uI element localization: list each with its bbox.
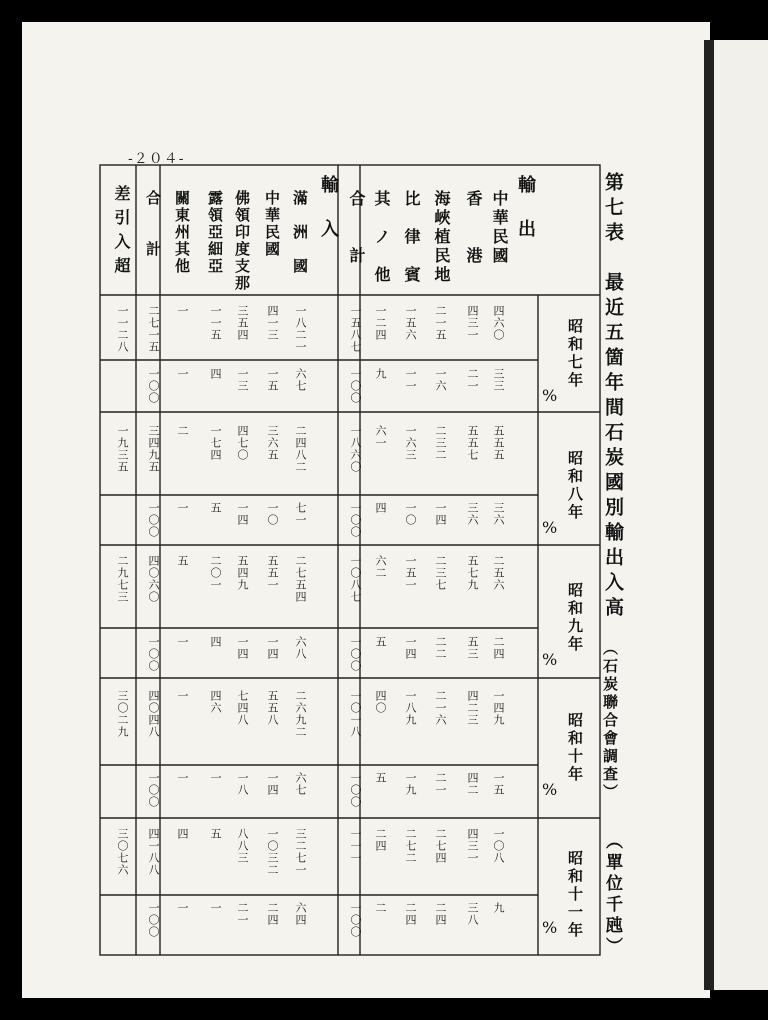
import-value: 四〇四八 [147, 690, 160, 738]
export-percent: 二一 [434, 772, 447, 796]
import-value: 七四八 [236, 690, 249, 726]
export-percent: 二四 [434, 902, 447, 926]
percent-header: % [542, 780, 558, 799]
import-value: 一 [176, 690, 189, 702]
import-value: 四一三 [266, 305, 279, 341]
percent-header: % [542, 650, 558, 669]
balance-value: 一九三五 [116, 425, 129, 473]
export-value: 二一六 [434, 690, 447, 726]
import-percent: 一 [176, 772, 189, 784]
export-percent: 一一 [404, 368, 417, 392]
page-number: -２０４- [128, 151, 185, 167]
export-percent: 一九 [404, 772, 417, 796]
export-value: 一八九 [404, 690, 417, 726]
import-percent: 一〇〇 [147, 772, 160, 808]
export-percent: 二 [374, 902, 387, 914]
balance-value: 三〇二九 [116, 690, 129, 738]
import-percent: 六七 [294, 772, 307, 796]
balance-value: 三〇七六 [116, 828, 129, 876]
year-header: 昭和八年 [566, 450, 584, 522]
export-value: 二三二 [434, 425, 447, 461]
export-percent: 一〇 [404, 502, 417, 526]
export-percent: 一四 [434, 502, 447, 526]
export-row-label: 海峽植民地 [432, 190, 451, 285]
export-value: 六一 [374, 425, 387, 449]
table-unit: （單位千瓲） [602, 832, 622, 958]
import-value: 一八二一 [294, 305, 307, 353]
export-percent: 一四 [404, 636, 417, 660]
import-value: 二七一五 [147, 305, 160, 353]
import-value: 四 [176, 828, 189, 840]
import-value: 三四九五 [147, 425, 160, 473]
import-percent: 四 [209, 368, 222, 380]
import-value: 二〇一 [209, 555, 222, 591]
import-value: 三二七一 [294, 828, 307, 876]
percent-header: % [542, 918, 558, 937]
import-percent: 一 [176, 902, 189, 914]
import-value: 三五四 [236, 305, 249, 341]
import-percent: 一三 [236, 368, 249, 392]
year-header: 昭和十年 [566, 712, 584, 784]
export-value: 四三一 [466, 305, 479, 341]
export-percent: 一〇〇 [349, 502, 362, 538]
import-percent: 六七 [294, 368, 307, 392]
export-percent: 九 [374, 368, 387, 380]
export-row-label: 比 律 賓 [402, 190, 421, 285]
table-title: 第七表 最近五箇年間石炭國別輸出入高 [602, 172, 624, 622]
import-value: 八八三 [236, 828, 249, 864]
year-header: 昭和七年 [566, 318, 584, 390]
export-percent: 一〇〇 [349, 772, 362, 808]
import-value: 五五一 [266, 555, 279, 591]
import-percent: 五 [209, 502, 222, 514]
export-value: 二七二 [404, 828, 417, 864]
import-value: 二 [176, 425, 189, 437]
import-percent: 一〇〇 [147, 368, 160, 404]
import-percent: 四 [209, 636, 222, 648]
export-value: 一二四 [374, 305, 387, 341]
year-header: 昭和十一年 [566, 850, 584, 940]
import-value: 二六九二 [294, 690, 307, 738]
export-percent: 二二 [434, 636, 447, 660]
export-value: 一一一 [349, 828, 362, 864]
table-subtitle: （石炭聯合會調査） [601, 640, 619, 802]
import-value: 一一五 [209, 305, 222, 341]
export-row-label: 其 ノ 他 [372, 190, 391, 285]
export-value: 二三七 [434, 555, 447, 591]
export-row-label: 合 計 [347, 190, 366, 266]
import-value: 二七五四 [294, 555, 307, 603]
export-percent: 二四 [404, 902, 417, 926]
export-percent: 一〇〇 [349, 368, 362, 404]
export-percent: 三六 [492, 502, 505, 526]
export-percent: 一〇〇 [349, 902, 362, 938]
import-percent: 一 [209, 902, 222, 914]
export-row-label: 香 港 [464, 190, 483, 266]
balance-row-label: 差引入超 [112, 185, 131, 281]
import-row-label: 合 計 [144, 190, 162, 258]
import-value: 三六五 [266, 425, 279, 461]
export-value: 二一五 [434, 305, 447, 341]
import-percent: 一 [209, 772, 222, 784]
export-percent: 三六 [466, 502, 479, 526]
import-value: 一〇三二 [266, 828, 279, 876]
export-value: 一四九 [492, 690, 505, 726]
export-percent: 四 [374, 502, 387, 514]
import-value: 五五八 [266, 690, 279, 726]
import-percent: 一 [176, 636, 189, 648]
export-value: 六二 [374, 555, 387, 579]
import-percent: 二一 [236, 902, 249, 926]
export-value: 四〇 [374, 690, 387, 714]
percent-header: % [542, 518, 558, 537]
import-value: 四〇六〇 [147, 555, 160, 603]
export-value: 四二三 [466, 690, 479, 726]
export-value: 五五五 [492, 425, 505, 461]
export-value: 一五一 [404, 555, 417, 591]
export-percent: 二一 [466, 368, 479, 392]
import-row-label: 關東州其他 [173, 190, 191, 275]
export-value: 一五八七 [349, 305, 362, 353]
export-value: 一八六〇 [349, 425, 362, 473]
export-value: 一〇八七 [349, 555, 362, 603]
export-value: 二七四 [434, 828, 447, 864]
year-header: 昭和九年 [566, 582, 584, 654]
import-value: 四七〇 [236, 425, 249, 461]
export-percent: 五 [374, 772, 387, 784]
import-value: 四一八八 [147, 828, 160, 876]
export-value: 一〇八 [492, 828, 505, 864]
import-value: 五 [209, 828, 222, 840]
import-percent: 一四 [266, 772, 279, 796]
export-value: 二四 [374, 828, 387, 852]
export-value: 五七九 [466, 555, 479, 591]
export-row-label: 中華民國 [490, 190, 509, 266]
import-row-label: 滿 洲 國 [291, 190, 309, 275]
percent-header: % [542, 386, 558, 405]
export-value: 一〇一八 [349, 690, 362, 738]
export-header: 輸 出 [515, 175, 536, 241]
import-percent: 六八 [294, 636, 307, 660]
import-percent: 一 [176, 502, 189, 514]
import-value: 二四八二 [294, 425, 307, 473]
export-percent: 二四 [492, 636, 505, 660]
import-percent: 一〇〇 [147, 636, 160, 672]
balance-value: 一一二八 [116, 305, 129, 353]
import-row-label: 中華民國 [263, 190, 281, 258]
export-percent: 四二 [466, 772, 479, 796]
export-value: 二五六 [492, 555, 505, 591]
import-value: 五 [176, 555, 189, 567]
export-percent: 三八 [466, 902, 479, 926]
import-percent: 一〇〇 [147, 502, 160, 538]
import-percent: 一 [176, 368, 189, 380]
import-row-label: 佛領印度支那 [233, 190, 251, 292]
export-percent: 一六 [434, 368, 447, 392]
export-percent: 九 [492, 902, 505, 914]
import-percent: 一〇 [266, 502, 279, 526]
export-percent: 五三 [466, 636, 479, 660]
export-percent: 一〇〇 [349, 636, 362, 672]
import-percent: 一八 [236, 772, 249, 796]
import-value: 五四九 [236, 555, 249, 591]
import-value: 一 [176, 305, 189, 317]
balance-value: 二九七三 [116, 555, 129, 603]
import-header: 輸 入 [318, 175, 339, 241]
export-value: 一五六 [404, 305, 417, 341]
import-percent: 二四 [266, 902, 279, 926]
import-row-label: 露領亞細亞 [206, 190, 224, 275]
import-percent: 一五 [266, 368, 279, 392]
import-percent: 一四 [236, 502, 249, 526]
import-value: 一七四 [209, 425, 222, 461]
export-value: 四六〇 [492, 305, 505, 341]
import-percent: 六四 [294, 902, 307, 926]
import-percent: 一四 [236, 636, 249, 660]
export-value: 五五七 [466, 425, 479, 461]
export-value: 一六三 [404, 425, 417, 461]
export-value: 四三一 [466, 828, 479, 864]
export-percent: 五 [374, 636, 387, 648]
export-percent: 三三 [492, 368, 505, 392]
import-value: 四六 [209, 690, 222, 714]
export-percent: 一五 [492, 772, 505, 796]
import-percent: 一四 [266, 636, 279, 660]
import-percent: 一〇〇 [147, 902, 160, 938]
import-percent: 七一 [294, 502, 307, 526]
